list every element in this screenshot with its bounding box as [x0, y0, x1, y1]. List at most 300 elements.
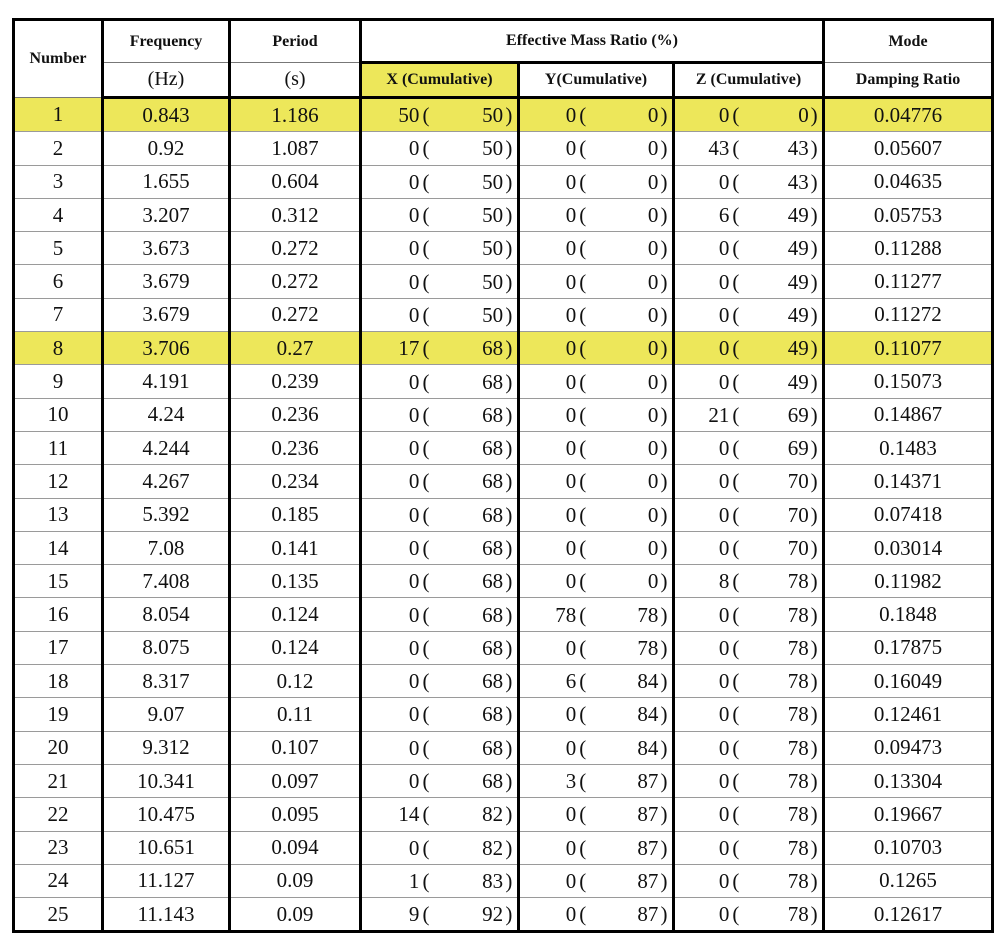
- y-mass-ratio: [519, 565, 674, 598]
- x-mass-ratio-cumulative-value: 68: [482, 502, 504, 527]
- z-mass-ratio-cumulative-value: 49: [787, 369, 809, 394]
- y-mass-ratio: [519, 798, 674, 831]
- y-mass-ratio-open-paren: (: [579, 203, 587, 228]
- mode-number: 16: [14, 598, 103, 631]
- damping-ratio-value: 0.10703: [824, 831, 993, 864]
- y-mass-ratio-open-paren: (: [579, 269, 587, 294]
- z-mass-ratio: [674, 398, 824, 431]
- table-row: [14, 465, 993, 498]
- frequency-value: 4.24: [103, 398, 230, 431]
- mode-number: 21: [14, 764, 103, 797]
- z-mass-ratio-mode-value: 43: [708, 136, 730, 161]
- z-mass-ratio-close-paren: ): [810, 868, 818, 893]
- x-mass-ratio-close-paren: ): [505, 236, 513, 261]
- x-mass-ratio-cumulative-value: 68: [482, 469, 504, 494]
- x-mass-ratio: [361, 298, 519, 331]
- y-mass-ratio-cumulative-value: 0: [647, 169, 659, 194]
- period-value: 0.09: [230, 864, 361, 897]
- table-row: [14, 631, 993, 664]
- z-mass-ratio-close-paren: ): [810, 735, 818, 760]
- table-row: [14, 598, 993, 631]
- x-mass-ratio-cumulative-value: 82: [482, 835, 504, 860]
- z-mass-ratio-mode-value: 0: [718, 169, 730, 194]
- x-mass-ratio-close-paren: ): [505, 369, 513, 394]
- y-mass-ratio-mode-value: 0: [565, 436, 577, 461]
- mode-number: 20: [14, 731, 103, 764]
- y-mass-ratio-close-paren: ): [660, 103, 668, 128]
- x-mass-ratio: [361, 365, 519, 398]
- y-mass-ratio-mode-value: 0: [565, 536, 577, 560]
- y-mass-ratio-mode-value: 0: [565, 103, 577, 128]
- y-mass-ratio-cumulative-value: 0: [647, 203, 659, 228]
- z-mass-ratio-open-paren: (: [732, 702, 740, 727]
- y-mass-ratio-cumulative-value: 0: [647, 569, 659, 594]
- y-mass-ratio: [519, 332, 674, 365]
- damping-ratio-value: 0.11288: [824, 232, 993, 265]
- damping-ratio-value: 0.19667: [824, 798, 993, 831]
- x-mass-ratio-open-paren: (: [422, 203, 430, 228]
- x-mass-ratio-open-paren: (: [422, 469, 430, 494]
- y-mass-ratio: [519, 365, 674, 398]
- z-mass-ratio-open-paren: (: [732, 735, 740, 760]
- damping-ratio-value: 0.1265: [824, 864, 993, 897]
- col-x-cumulative-header: X (Cumulative): [361, 63, 519, 98]
- mode-number: 10: [14, 398, 103, 431]
- z-mass-ratio-cumulative-value: 69: [787, 402, 809, 427]
- z-mass-ratio-cumulative-value: 49: [787, 302, 809, 327]
- y-mass-ratio-close-paren: ): [660, 902, 668, 927]
- z-mass-ratio-close-paren: ): [810, 336, 818, 361]
- y-mass-ratio-mode-value: 0: [565, 169, 577, 194]
- x-mass-ratio: [361, 232, 519, 265]
- x-mass-ratio-open-paren: (: [422, 136, 430, 161]
- y-mass-ratio-close-paren: ): [660, 436, 668, 461]
- y-mass-ratio: [519, 165, 674, 198]
- z-mass-ratio-mode-value: 0: [718, 868, 730, 893]
- x-mass-ratio: [361, 98, 519, 132]
- z-mass-ratio-open-paren: (: [732, 469, 740, 494]
- z-mass-ratio-close-paren: ): [810, 169, 818, 194]
- z-mass-ratio-open-paren: (: [732, 502, 740, 527]
- x-mass-ratio: [361, 198, 519, 231]
- x-mass-ratio-close-paren: ): [505, 469, 513, 494]
- y-mass-ratio-open-paren: (: [579, 302, 587, 327]
- z-mass-ratio-mode-value: 0: [718, 536, 730, 560]
- y-mass-ratio-close-paren: ): [660, 469, 668, 494]
- x-mass-ratio-close-paren: ): [505, 336, 513, 361]
- z-mass-ratio: [674, 165, 824, 198]
- x-mass-ratio-close-paren: ): [505, 136, 513, 161]
- x-mass-ratio-mode-value: 50: [398, 103, 420, 128]
- col-z-cumulative-header: Z (Cumulative): [674, 63, 824, 98]
- frequency-value: 0.92: [103, 132, 230, 165]
- y-mass-ratio: [519, 198, 674, 231]
- y-mass-ratio-close-paren: ): [660, 136, 668, 161]
- frequency-unit: (Hz): [103, 63, 230, 98]
- z-mass-ratio-close-paren: ): [810, 669, 818, 694]
- x-mass-ratio: [361, 698, 519, 731]
- y-mass-ratio-close-paren: ): [660, 402, 668, 427]
- y-mass-ratio-mode-value: 78: [555, 602, 577, 627]
- z-mass-ratio-open-paren: (: [732, 902, 740, 927]
- x-mass-ratio-mode-value: 0: [408, 169, 420, 194]
- y-mass-ratio-close-paren: ): [660, 769, 668, 794]
- z-mass-ratio-cumulative-value: 78: [787, 835, 809, 860]
- frequency-value: 10.341: [103, 764, 230, 797]
- y-mass-ratio-cumulative-value: 87: [637, 769, 659, 794]
- y-mass-ratio-mode-value: 0: [565, 868, 577, 893]
- y-mass-ratio-cumulative-value: 84: [637, 735, 659, 760]
- x-mass-ratio-mode-value: 1: [408, 868, 420, 893]
- x-mass-ratio-mode-value: 0: [408, 136, 420, 161]
- z-mass-ratio: [674, 631, 824, 664]
- frequency-value: 4.267: [103, 465, 230, 498]
- z-mass-ratio: [674, 498, 824, 531]
- x-mass-ratio-cumulative-value: 68: [482, 369, 504, 394]
- x-mass-ratio-mode-value: 0: [408, 269, 420, 294]
- x-mass-ratio-close-paren: ): [505, 203, 513, 228]
- y-mass-ratio-close-paren: ): [660, 669, 668, 694]
- table-row: [14, 698, 993, 731]
- table-row: [14, 298, 993, 331]
- y-mass-ratio-cumulative-value: 0: [647, 136, 659, 161]
- y-mass-ratio: [519, 698, 674, 731]
- period-value: 1.087: [230, 132, 361, 165]
- z-mass-ratio: [674, 98, 824, 132]
- period-value: 0.185: [230, 498, 361, 531]
- z-mass-ratio-open-paren: (: [732, 802, 740, 827]
- table-row: [14, 398, 993, 431]
- z-mass-ratio-mode-value: 0: [718, 236, 730, 261]
- y-mass-ratio-cumulative-value: 0: [647, 103, 659, 128]
- mode-number: 18: [14, 665, 103, 698]
- x-mass-ratio-close-paren: ): [505, 502, 513, 527]
- y-mass-ratio-cumulative-value: 0: [647, 302, 659, 327]
- damping-ratio-value: 0.04776: [824, 98, 993, 132]
- y-mass-ratio-open-paren: (: [579, 569, 587, 594]
- damping-ratio-value: 0.14867: [824, 398, 993, 431]
- z-mass-ratio-close-paren: ): [810, 769, 818, 794]
- y-mass-ratio-close-paren: ): [660, 302, 668, 327]
- x-mass-ratio-cumulative-value: 82: [482, 802, 504, 827]
- y-mass-ratio-close-paren: ): [660, 602, 668, 627]
- y-mass-ratio-open-paren: (: [579, 536, 587, 560]
- damping-ratio-value: 0.05753: [824, 198, 993, 231]
- x-mass-ratio-mode-value: 0: [408, 469, 420, 494]
- period-value: 0.135: [230, 565, 361, 598]
- x-mass-ratio-mode-value: 0: [408, 369, 420, 394]
- x-mass-ratio-cumulative-value: 50: [482, 203, 504, 228]
- y-mass-ratio-cumulative-value: 84: [637, 702, 659, 727]
- y-mass-ratio-open-paren: (: [579, 502, 587, 527]
- table-row: [14, 332, 993, 365]
- z-mass-ratio-mode-value: 0: [718, 269, 730, 294]
- y-mass-ratio: [519, 465, 674, 498]
- x-mass-ratio-mode-value: 0: [408, 436, 420, 461]
- damping-ratio-value: 0.1848: [824, 598, 993, 631]
- z-mass-ratio: [674, 332, 824, 365]
- mode-number: 2: [14, 132, 103, 165]
- z-mass-ratio-open-paren: (: [732, 868, 740, 893]
- z-mass-ratio-close-paren: ): [810, 902, 818, 927]
- x-mass-ratio: [361, 598, 519, 631]
- col-number-header: Number: [14, 20, 103, 98]
- z-mass-ratio-open-paren: (: [732, 436, 740, 461]
- y-mass-ratio: [519, 431, 674, 464]
- table-row: [14, 232, 993, 265]
- z-mass-ratio: [674, 864, 824, 897]
- z-mass-ratio-close-paren: ): [810, 569, 818, 594]
- y-mass-ratio-close-paren: ): [660, 169, 668, 194]
- y-mass-ratio-cumulative-value: 87: [637, 868, 659, 893]
- y-mass-ratio-close-paren: ): [660, 735, 668, 760]
- period-value: 0.27: [230, 332, 361, 365]
- damping-ratio-value: 0.12617: [824, 898, 993, 932]
- z-mass-ratio-cumulative-value: 78: [787, 569, 809, 594]
- damping-ratio-value: 0.14371: [824, 465, 993, 498]
- mode-number: 6: [14, 265, 103, 298]
- period-value: 1.186: [230, 98, 361, 132]
- y-mass-ratio-mode-value: 0: [565, 469, 577, 494]
- y-mass-ratio-cumulative-value: 0: [647, 469, 659, 494]
- frequency-value: 11.127: [103, 864, 230, 897]
- x-mass-ratio-mode-value: 0: [408, 735, 420, 760]
- x-mass-ratio-cumulative-value: 50: [482, 269, 504, 294]
- y-mass-ratio-cumulative-value: 84: [637, 669, 659, 694]
- x-mass-ratio-close-paren: ): [505, 868, 513, 893]
- x-mass-ratio-close-paren: ): [505, 269, 513, 294]
- table-row: [14, 265, 993, 298]
- y-mass-ratio-open-paren: (: [579, 802, 587, 827]
- mode-number: 4: [14, 198, 103, 231]
- z-mass-ratio-cumulative-value: 49: [787, 203, 809, 228]
- y-mass-ratio-open-paren: (: [579, 436, 587, 461]
- header-row-1: [14, 20, 993, 63]
- frequency-value: 8.054: [103, 598, 230, 631]
- z-mass-ratio: [674, 132, 824, 165]
- z-mass-ratio-cumulative-value: 43: [787, 136, 809, 161]
- x-mass-ratio-cumulative-value: 92: [482, 902, 504, 927]
- damping-ratio-value: 0.11077: [824, 332, 993, 365]
- z-mass-ratio-cumulative-value: 70: [787, 469, 809, 494]
- y-mass-ratio: [519, 665, 674, 698]
- x-mass-ratio: [361, 898, 519, 932]
- damping-ratio-value: 0.07418: [824, 498, 993, 531]
- z-mass-ratio-close-paren: ): [810, 469, 818, 494]
- z-mass-ratio-mode-value: 0: [718, 669, 730, 694]
- table-row: [14, 864, 993, 897]
- y-mass-ratio-close-paren: ): [660, 635, 668, 660]
- x-mass-ratio-open-paren: (: [422, 868, 430, 893]
- x-mass-ratio-close-paren: ): [505, 302, 513, 327]
- x-mass-ratio-mode-value: 0: [408, 669, 420, 694]
- period-value: 0.234: [230, 465, 361, 498]
- y-mass-ratio: [519, 531, 674, 564]
- x-mass-ratio-mode-value: 17: [398, 336, 420, 361]
- table-row: [14, 132, 993, 165]
- y-mass-ratio-mode-value: 0: [565, 236, 577, 261]
- z-mass-ratio-close-paren: ): [810, 203, 818, 228]
- z-mass-ratio-mode-value: 0: [718, 635, 730, 660]
- mode-number: 17: [14, 631, 103, 664]
- col-y-cumulative-header: Y(Cumulative): [519, 63, 674, 98]
- y-mass-ratio-mode-value: 0: [565, 835, 577, 860]
- x-mass-ratio-mode-value: 0: [408, 236, 420, 261]
- x-mass-ratio: [361, 332, 519, 365]
- x-mass-ratio-close-paren: ): [505, 536, 513, 560]
- period-value: 0.124: [230, 631, 361, 664]
- col-period-header: Period: [230, 20, 361, 63]
- mode-number: 1: [14, 98, 103, 132]
- damping-ratio-value: 0.16049: [824, 665, 993, 698]
- y-mass-ratio-mode-value: 0: [565, 802, 577, 827]
- z-mass-ratio-close-paren: ): [810, 635, 818, 660]
- z-mass-ratio-open-paren: (: [732, 602, 740, 627]
- mode-number: 11: [14, 431, 103, 464]
- period-value: 0.272: [230, 265, 361, 298]
- y-mass-ratio-cumulative-value: 0: [647, 502, 659, 527]
- z-mass-ratio-close-paren: ): [810, 536, 818, 560]
- x-mass-ratio: [361, 731, 519, 764]
- z-mass-ratio-mode-value: 0: [718, 302, 730, 327]
- table-row: [14, 665, 993, 698]
- x-mass-ratio-mode-value: 0: [408, 835, 420, 860]
- period-value: 0.236: [230, 431, 361, 464]
- z-mass-ratio-cumulative-value: 78: [787, 902, 809, 927]
- period-value: 0.312: [230, 198, 361, 231]
- table-row: [14, 565, 993, 598]
- x-mass-ratio: [361, 132, 519, 165]
- damping-ratio-value: 0.11272: [824, 298, 993, 331]
- y-mass-ratio-close-paren: ): [660, 502, 668, 527]
- z-mass-ratio-open-paren: (: [732, 136, 740, 161]
- frequency-value: 9.312: [103, 731, 230, 764]
- z-mass-ratio-close-paren: ): [810, 602, 818, 627]
- z-mass-ratio-open-paren: (: [732, 635, 740, 660]
- x-mass-ratio-cumulative-value: 50: [482, 302, 504, 327]
- z-mass-ratio-open-paren: (: [732, 402, 740, 427]
- x-mass-ratio-open-paren: (: [422, 103, 430, 128]
- table-row: [14, 198, 993, 231]
- y-mass-ratio-cumulative-value: 0: [647, 436, 659, 461]
- table-row: [14, 498, 993, 531]
- z-mass-ratio: [674, 265, 824, 298]
- table-row: [14, 731, 993, 764]
- z-mass-ratio-mode-value: 0: [718, 469, 730, 494]
- y-mass-ratio-mode-value: 0: [565, 735, 577, 760]
- y-mass-ratio-open-paren: (: [579, 469, 587, 494]
- col-effective-mass-header: Effective Mass Ratio (%): [361, 20, 824, 63]
- damping-ratio-value: 0.05607: [824, 132, 993, 165]
- period-value: 0.097: [230, 764, 361, 797]
- x-mass-ratio: [361, 565, 519, 598]
- z-mass-ratio-mode-value: 0: [718, 902, 730, 927]
- z-mass-ratio-mode-value: 0: [718, 436, 730, 461]
- x-mass-ratio-cumulative-value: 68: [482, 402, 504, 427]
- x-mass-ratio-cumulative-value: 83: [482, 868, 504, 893]
- x-mass-ratio-cumulative-value: 50: [482, 136, 504, 161]
- x-mass-ratio-cumulative-value: 50: [482, 236, 504, 261]
- x-mass-ratio-open-paren: (: [422, 602, 430, 627]
- z-mass-ratio-open-paren: (: [732, 769, 740, 794]
- y-mass-ratio-open-paren: (: [579, 835, 587, 860]
- damping-ratio-value: 0.11982: [824, 565, 993, 598]
- frequency-value: 3.706: [103, 332, 230, 365]
- x-mass-ratio-close-paren: ): [505, 602, 513, 627]
- x-mass-ratio: [361, 764, 519, 797]
- z-mass-ratio-cumulative-value: 78: [787, 769, 809, 794]
- mode-number: 5: [14, 232, 103, 265]
- mode-number: 12: [14, 465, 103, 498]
- mode-number: 25: [14, 898, 103, 932]
- frequency-value: 7.408: [103, 565, 230, 598]
- z-mass-ratio: [674, 798, 824, 831]
- frequency-value: 3.207: [103, 198, 230, 231]
- y-mass-ratio-open-paren: (: [579, 702, 587, 727]
- y-mass-ratio: [519, 631, 674, 664]
- x-mass-ratio-cumulative-value: 68: [482, 669, 504, 694]
- y-mass-ratio-cumulative-value: 87: [637, 835, 659, 860]
- z-mass-ratio-mode-value: 0: [718, 369, 730, 394]
- mode-number: 13: [14, 498, 103, 531]
- z-mass-ratio-mode-value: 0: [718, 802, 730, 827]
- z-mass-ratio-open-paren: (: [732, 536, 740, 560]
- z-mass-ratio-open-paren: (: [732, 169, 740, 194]
- period-value: 0.094: [230, 831, 361, 864]
- damping-ratio-value: 0.12461: [824, 698, 993, 731]
- y-mass-ratio-cumulative-value: 87: [637, 902, 659, 927]
- z-mass-ratio-cumulative-value: 78: [787, 735, 809, 760]
- x-mass-ratio-cumulative-value: 68: [482, 702, 504, 727]
- mode-number: 14: [14, 531, 103, 564]
- frequency-value: 8.075: [103, 631, 230, 664]
- x-mass-ratio-open-paren: (: [422, 835, 430, 860]
- x-mass-ratio: [361, 631, 519, 664]
- y-mass-ratio-close-paren: ): [660, 536, 668, 560]
- x-mass-ratio-open-paren: (: [422, 669, 430, 694]
- z-mass-ratio-mode-value: 0: [718, 336, 730, 361]
- mode-number: 9: [14, 365, 103, 398]
- frequency-value: 0.843: [103, 98, 230, 132]
- x-mass-ratio-mode-value: 0: [408, 769, 420, 794]
- frequency-value: 5.392: [103, 498, 230, 531]
- table-row: [14, 165, 993, 198]
- x-mass-ratio: [361, 165, 519, 198]
- z-mass-ratio-cumulative-value: 78: [787, 702, 809, 727]
- z-mass-ratio-close-paren: ): [810, 136, 818, 161]
- x-mass-ratio-close-paren: ): [505, 702, 513, 727]
- y-mass-ratio-mode-value: 3: [565, 769, 577, 794]
- mode-number: 8: [14, 332, 103, 365]
- x-mass-ratio-open-paren: (: [422, 369, 430, 394]
- frequency-value: 7.08: [103, 531, 230, 564]
- x-mass-ratio-close-paren: ): [505, 569, 513, 594]
- y-mass-ratio-open-paren: (: [579, 369, 587, 394]
- x-mass-ratio-close-paren: ): [505, 835, 513, 860]
- z-mass-ratio-mode-value: 0: [718, 602, 730, 627]
- y-mass-ratio-cumulative-value: 0: [647, 402, 659, 427]
- z-mass-ratio: [674, 698, 824, 731]
- z-mass-ratio-open-paren: (: [732, 569, 740, 594]
- x-mass-ratio-close-paren: ): [505, 902, 513, 927]
- period-value: 0.09: [230, 898, 361, 932]
- z-mass-ratio: [674, 898, 824, 932]
- x-mass-ratio-cumulative-value: 68: [482, 735, 504, 760]
- x-mass-ratio-open-paren: (: [422, 236, 430, 261]
- x-mass-ratio-mode-value: 9: [408, 902, 420, 927]
- z-mass-ratio: [674, 198, 824, 231]
- x-mass-ratio-open-paren: (: [422, 302, 430, 327]
